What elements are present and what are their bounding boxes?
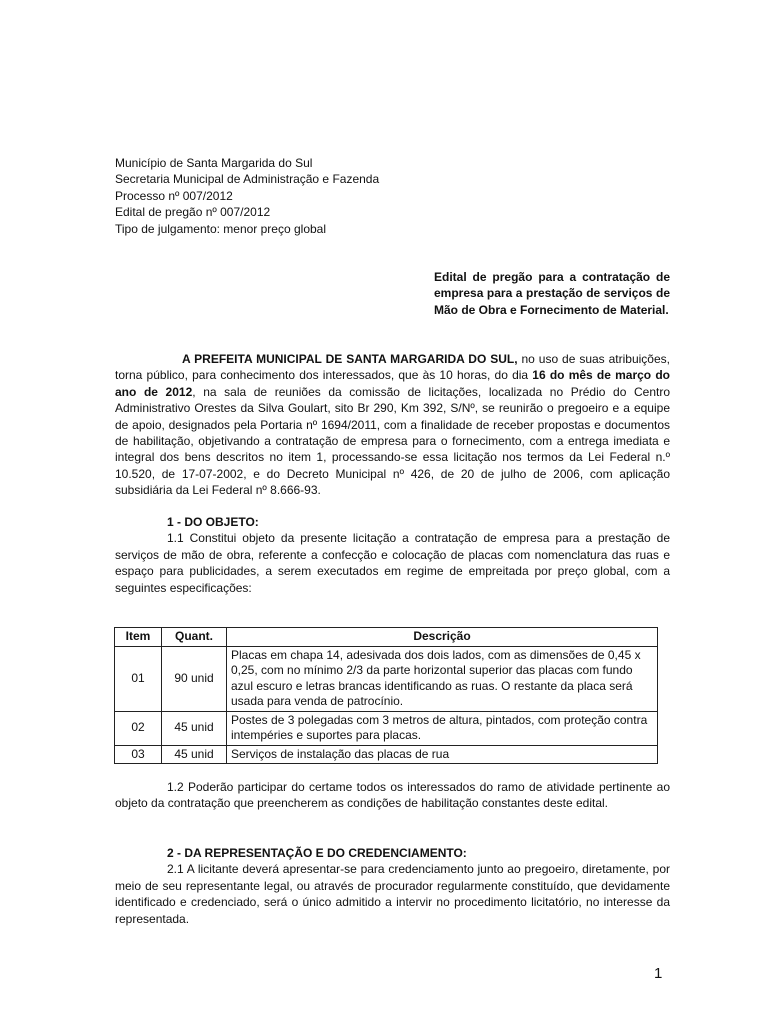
table-cell-description: Postes de 3 polegadas com 3 metros de altura, pintados, com proteção contra intempéries e suportes para placas. [227, 711, 658, 745]
table-cell-item: 02 [115, 711, 162, 745]
edital-summary: Edital de pregão para a contratação de empresa para a prestação de serviços de Mão de Obra e Fornecimento de Material. [434, 270, 670, 317]
table-cell-quant: 45 unid [162, 711, 227, 745]
section-2-title: 2 - DA REPRESENTAÇÃO E DO CREDENCIAMENTO: [167, 846, 467, 860]
section-1-title: 1 - DO OBJETO: [167, 515, 259, 529]
header-municipality: Município de Santa Margarida do Sul [115, 156, 313, 170]
header-process-number: Processo nº 007/2012 [115, 188, 233, 203]
table-cell-description: Serviços de instalação das placas de rua [227, 745, 658, 764]
table-row [115, 745, 658, 764]
table-cell-quant: 45 unid [162, 745, 227, 764]
table-header-quant: Quant. [162, 628, 227, 647]
table-row [115, 646, 658, 711]
section-1-2-paragraph: 1.2 Poderão participar do certame todos os interessados do ramo de atividade pertinente ao objeto da contratação que preencherem as condições de habilitação constantes deste edital. [115, 780, 670, 811]
document-header [115, 155, 535, 237]
intro-text-a: no uso de suas atribuições, torna público, para conhecimento dos interessados, que às 10 horas, do dia [115, 352, 670, 383]
section-1-1-paragraph: 1.1 Constitui objeto da presente licitação a contratação de empresa para a prestação de serviços de mão de obra, referente a confecção e colocação de placas com nomenclatura das ruas e espaço para publicidades, a serem executados em regime de empreitada por preço global, com a seguintes especificações: [115, 531, 670, 595]
table-cell-item: 01 [115, 646, 162, 711]
table-header-row [115, 628, 658, 647]
table-cell-item: 03 [115, 745, 162, 764]
section-representation [115, 845, 670, 927]
table-row [115, 711, 658, 745]
header-secretariat: Secretaria Municipal de Administração e Fazenda [115, 172, 380, 187]
header-edital-number: Edital de pregão nº 007/2012 [115, 205, 271, 220]
table-cell-description: Placas em chapa 14, adesivada dos dois lados, com as dimensões de 0,45 x 0,25, com no mínimo 2/3 da parte horizontal superior das placas com fundo azul escuro e letras brancas identificando as ruas. O restante da placa será usada para venda de patrocínio. [227, 646, 658, 711]
intro-bold-lead: A PREFEITA MUNICIPAL DE SANTA MARGARIDA DO SUL, [182, 352, 518, 366]
intro-paragraph [115, 351, 670, 499]
items-table [114, 627, 658, 764]
table-header-item: Item [115, 628, 162, 647]
table-header-description: Descrição [227, 628, 658, 647]
intro-text-b: , na sala de reuniões da comissão de licitações, localizada no Prédio do Centro Administrativo Orestes da Silva Goulart, sito Br 290, Km 392, S/Nº, se reunirão o pregoeiro e a equipe de apoio, designados pela Portaria nº 1694/2011, com a finalidade de receber propostas e documentos de habilitação, objetivando a contratação de empresa para o fornecimento, com a entrega imediata e integral dos bens descritos no item 1, processando-se essa licitação nos termos da Lei Federal n.º 10.520, de 17-07-2002, e do Decreto Municipal nº 426, de 20 de julho de 2006, com aplicação subsidiária da Lei Federal nº 8.666-93. [115, 384, 671, 498]
page-number: 1 [654, 965, 663, 982]
header-judgement-type: Tipo de julgamento: menor preço global [115, 221, 327, 236]
intro-bold-date: 16 do mês de março do ano de 2012 [115, 368, 670, 399]
table-cell-quant: 90 unid [162, 646, 227, 711]
section-2-1-paragraph: 2.1 A licitante deverá apresentar-se para credenciamento junto ao pregoeiro, diretamente, por meio de seu representante legal, ou através de procurador regularmente constituído, que devidamente identificado e credenciado, será o único admitido a intervir no procedimento licitatório, no interesse da representada. [115, 862, 670, 926]
section-object [115, 514, 670, 596]
